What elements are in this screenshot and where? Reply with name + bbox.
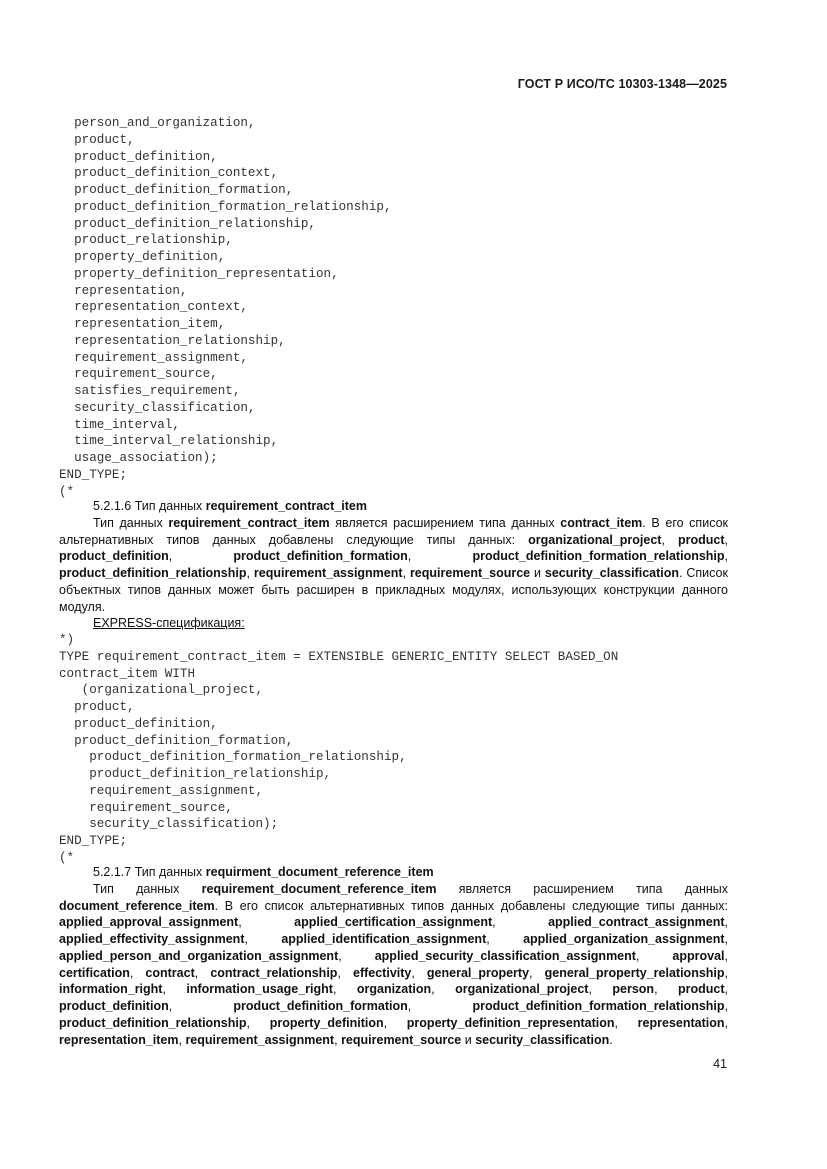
code-line: property_definition_representation, [59, 266, 339, 281]
code-line: (* [59, 484, 75, 499]
section-5-2-1-6 [59, 498, 728, 632]
code-line: time_interval_relationship, [59, 434, 279, 449]
code-line: requirement_source, [59, 367, 218, 382]
type-name: property_definition [269, 1015, 384, 1030]
code-line: person_and_organization, [59, 116, 256, 130]
document-header: ГОСТ Р ИСО/ТС 10303-1348—2025 [517, 77, 727, 91]
type-name: representation [637, 1015, 725, 1030]
code-line: contract_item WITH [59, 666, 196, 681]
code-line: TYPE requirement_contract_item = EXTENSIBLE GENERIC_ENTITY SELECT BASED_ON [59, 649, 619, 664]
type-name: applied_identification_assignment [281, 932, 487, 946]
code-line: usage_association); [59, 451, 218, 465]
type-name: certification [59, 965, 130, 980]
code-line: security_classification); [59, 817, 279, 832]
code-line: requirement_assignment, [59, 783, 264, 798]
code-line: product_definition_formation_relationship, [59, 199, 392, 214]
code-line: (* [59, 850, 75, 865]
type-name: contract_relationship [210, 965, 338, 980]
section-5-2-1-7 [59, 864, 728, 1048]
type-name: applied_contract_assignment [548, 915, 725, 930]
code-line: requirement_source, [59, 800, 233, 815]
section-heading: 5.2.1.7 Тип данных requirment_document_reference_item [93, 865, 434, 879]
section-heading: 5.2.1.6 Тип данных requirement_contract_item [93, 499, 367, 513]
type-name: applied_approval_assignment [59, 915, 239, 930]
type-name: product_definition_formation [233, 999, 408, 1013]
type-name: applied_certification_assignment [294, 915, 493, 930]
type-name: requirement_assignment [185, 1032, 335, 1047]
code-line: representation_item, [59, 317, 226, 331]
code-line: END_TYPE; [59, 467, 128, 482]
code-line: product, [59, 700, 135, 714]
type-name: information_usage_right [186, 982, 333, 997]
code-line: product_definition_relationship, [59, 767, 332, 781]
code-line: product_relationship, [59, 233, 233, 248]
code-line: product_definition_context, [59, 166, 279, 181]
code-line: product_definition, [59, 149, 218, 164]
code-line: property_definition, [59, 250, 226, 264]
code-line: END_TYPE; [59, 834, 128, 848]
type-name: applied_person_and_organization_assignment [59, 948, 339, 963]
code-line: representation, [59, 283, 188, 298]
code-line: product_definition_formation, [59, 733, 294, 748]
type-name: product_definition_formation_relationship [472, 999, 725, 1013]
type-name: general_property [426, 965, 530, 980]
code-line: *) [59, 633, 75, 647]
code-line: product_definition_relationship, [59, 216, 316, 231]
type-name: contract [145, 965, 195, 980]
type-name: general_property_relationship [544, 965, 725, 980]
type-name: person [612, 982, 655, 997]
type-name: organizational_project [455, 982, 589, 997]
express-code-block-1 [59, 115, 392, 500]
type-name: effectivity [353, 965, 412, 980]
code-line: representation_context, [59, 300, 248, 315]
code-line: (organizational_project, [59, 683, 264, 698]
type-name: applied_organization_assignment [523, 932, 725, 946]
code-line: product_definition, [59, 716, 218, 731]
express-code-block-2 [59, 632, 618, 867]
type-name: organization [356, 982, 432, 997]
page-number: 41 [713, 1057, 727, 1071]
type-name: property_definition_representation [406, 1015, 615, 1030]
code-line: satisfies_requirement, [59, 384, 241, 398]
type-name: approval [672, 948, 725, 963]
type-name: security_classification [475, 1032, 610, 1047]
type-name: representation_item [59, 1032, 179, 1047]
section-paragraph: Тип данных requirement_document_reference_item является расширением типа данных document_reference_item. В его список альтернативных типов данных добавлены следующие типы данных: applied_approval_assignment, applied_certification_assignment, applied_contract_assignment, applied_effectivity_assignment, applied_identification_assignment, applied_organization_assignment, applied_person_and_organization_assignment, applied_security_classification_assignment, approval, certification, contract, contract_relationship, effectivity, general_property, general_property_relationship, information_right, information_usage_right, organization, organizational_project, person, product, product_definition, product_definition_formation, product_definition_formation_relationship, product_definition_relationship, property_definition, property_definition_representation, representation, representation_item, requirement_assignment, requirement_source и security_classification. [59, 881, 729, 1047]
code-line: representation_relationship, [59, 333, 286, 348]
type-name: applied_security_classification_assignment [374, 948, 636, 963]
section-paragraph: Тип данных requirement_contract_item является расширением типа данных contract_item. В его список альтернативных типов данных добавлены следующие типы данных: organizational_project, product, product_definition, product_definition_formation, product_definition_formation_relationship, product_definition_relationship, requirement_assignment, requirement_source и security_classification. Список объектных типов данных может быть расширен в прикладных модулях, использующих конструкции данного модуля. [59, 515, 729, 614]
code-line: product, [59, 132, 135, 147]
type-name: product_definition [59, 999, 169, 1013]
type-name: requirement_source [341, 1032, 462, 1047]
type-name: applied_effectivity_assignment [59, 932, 245, 946]
type-name: information_right [59, 982, 163, 997]
type-name: product_definition_relationship [59, 1015, 247, 1030]
code-line: product_definition_formation, [59, 183, 294, 197]
code-line: requirement_assignment, [59, 350, 248, 365]
code-line: security_classification, [59, 400, 256, 415]
code-line: time_interval, [59, 417, 180, 432]
code-line: product_definition_formation_relationship, [59, 750, 407, 765]
express-spec-label: EXPRESS-спецификация: [93, 616, 245, 631]
type-name: product [677, 982, 725, 997]
